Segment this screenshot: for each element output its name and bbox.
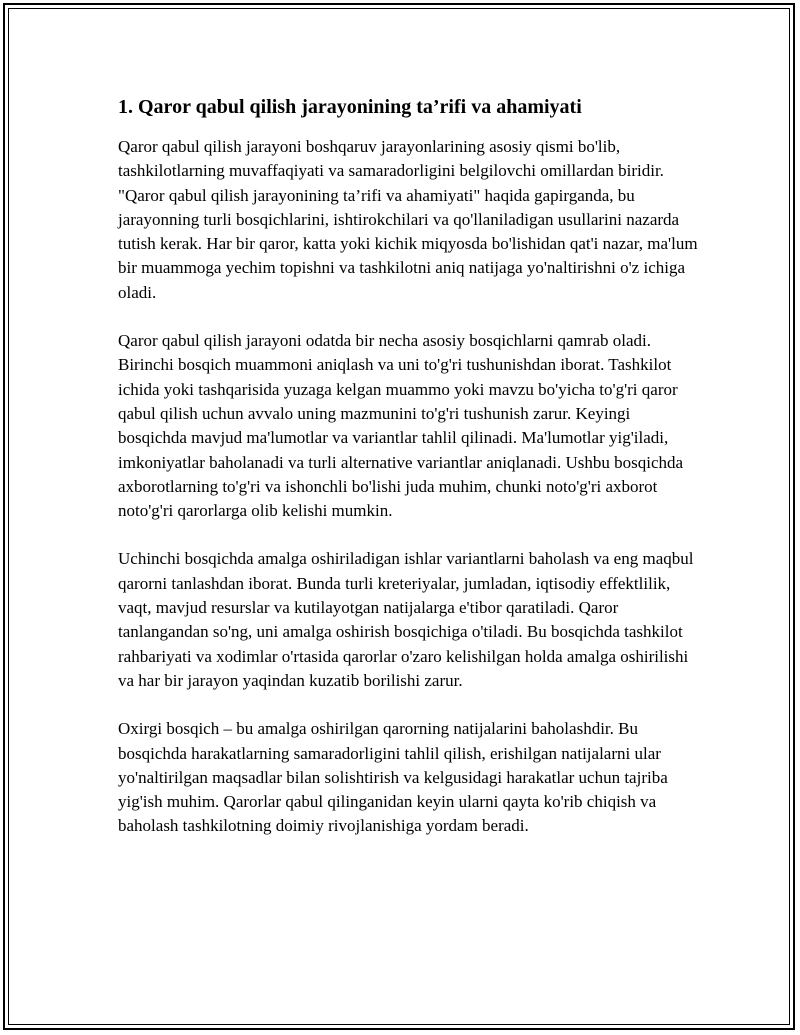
- paragraph-1: Qaror qabul qilish jarayoni boshqaruv jarayonlarining asosiy qismi bo'lib, tashkilotlarning muvaffaqiyati va samaradorligini belgilovchi omillardan biridir. "Qaror qabul qilish jarayonining ta’rifi va ahamiyati" haqida gapirganda, bu jarayonning turli bosqichlarini, ishtirokchilari va qo'llaniladigan usullarini nazarda tutish kerak. Har bir qaror, katta yoki kichik miqyosda bo'lishidan qat'i nazar, ma'lum bir muammoga yechim topishni va tashkilotni aniq natijaga yo'naltirishni o'z ichiga oladi.: [118, 137, 698, 302]
- paragraph-2: Qaror qabul qilish jarayoni odatda bir necha asosiy bosqichlarni qamrab oladi. Birinchi bosqich muammoni aniqlash va uni to'g'ri tushunishdan iborat. Tashkilot ichida yoki tashqarisida yuzaga kelgan muammo yoki mavzu bo'yicha to'g'ri qaror qabul qilish uchun avvalo uning mazmunini to'g'ri tushunish zarur. Keyingi bosqichda mavjud ma'lumotlar va variantlar tahlil qilinadi. Ma'lumotlar yig'iladi, imkoniyatlar baholanadi va turli alternative variantlar aniqlanadi. Ushbu bosqichda axborotlarning to'g'ri va ishonchli bo'lishi juda muhim, chunki noto'g'ri axborot noto'g'ri qarorlarga olib kelishi mumkin.: [118, 331, 684, 521]
- paragraph-3: Uchinchi bosqichda amalga oshiriladigan ishlar variantlarni baholash va eng maqbul qarorni tanlashdan iborat. Bunda turli kreteriyalar, jumladan, iqtisodiy effektlilik, vaqt, mavjud resurslar va kutilayotgan natijalarga e'tibor qaratiladi. Qaror tanlangandan so'ng, uni amalga oshirish bosqichiga o'tiladi. Bu bosqichda tashkilot rahbariyati va xodimlar o'rtasida qarorlar o'zaro kelishilgan holda amalga oshirilishi va har bir jarayon yaqindan kuzatib borilishi zarur.: [118, 549, 694, 690]
- section-heading: 1. Qaror qabul qilish jarayonining ta’rifi va ahamiyati: [118, 96, 582, 118]
- paragraph-4: Oxirgi bosqich – bu amalga oshirilgan qarorning natijalarini baholashdir. Bu bosqichda harakatlarning samaradorligini tahlil qilish, erishilgan natijalarni ular yo'naltirilgan maqsadlar bilan solishtirish va kelgusidagi harakatlar uchun tajriba yig'ish muhim. Qarorlar qabul qilinganidan keyin ularni qayta ko'rib chiqish va baholash tashkilotning doimiy rivojlanishiga yordam beradi.: [118, 719, 668, 836]
- document-body: [118, 93, 698, 863]
